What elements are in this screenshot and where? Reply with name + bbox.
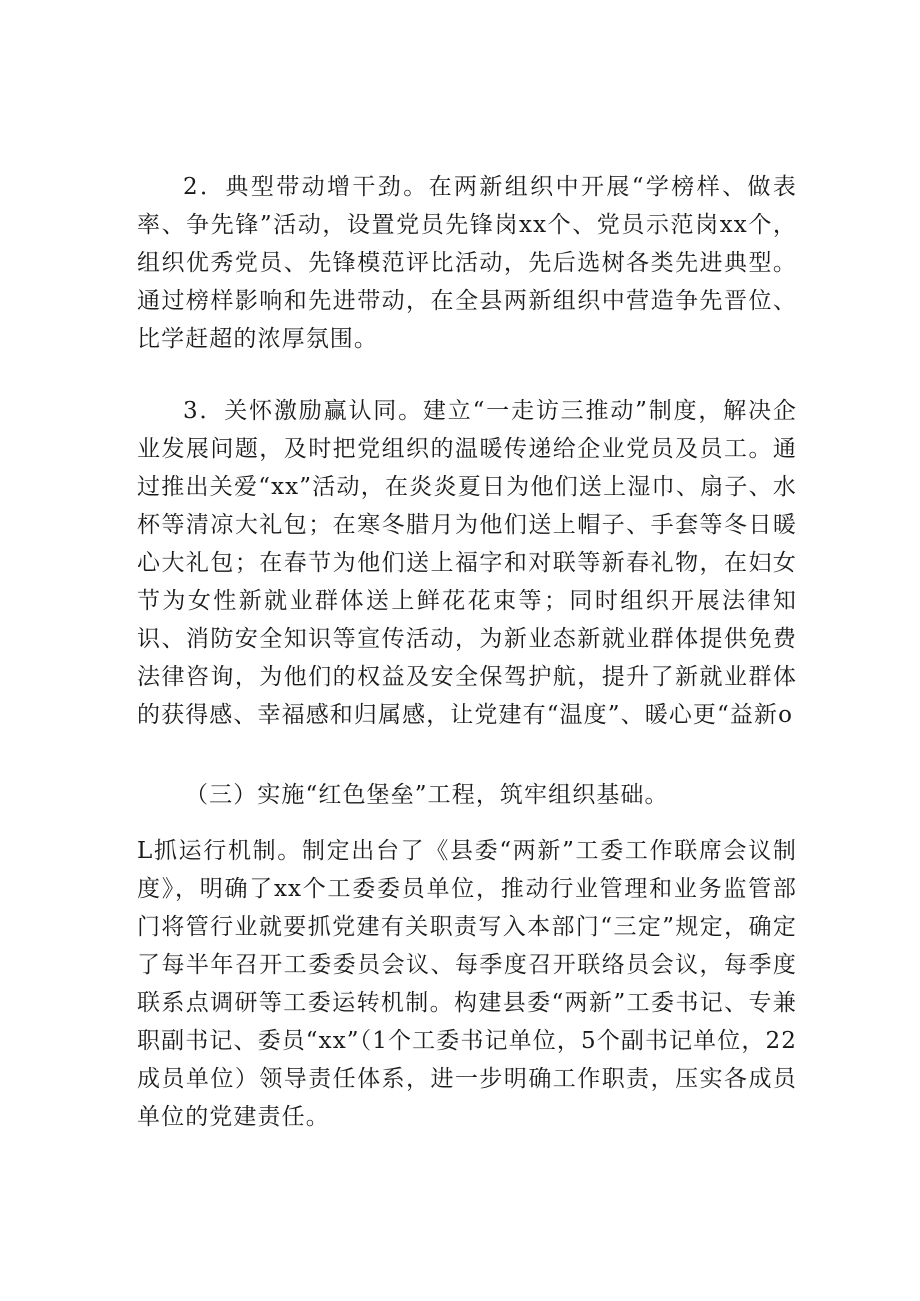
paragraph-text: 2．典型带动增干劲。在两新组织中开展“学榜样、做表率、争先锋”活动，设置党员先锋岗xx个、党员示范岗xx个，组织优秀党员、先锋模范评比活动，先后选树各类先进典型。通过榜样影响和先进带动，在全县两新组织中营造争先晋位、比学赶超的浓厚氛围。 [137, 174, 797, 352]
paragraph-care-incentive [137, 392, 797, 734]
paragraph-text: L抓运行机制。制定出台了《县委“两新”工委工作联席会议制度》，明确了xx个工委委员单位，推动行业管理和业务监管部门将管行业就要抓党建有关职责写入本部门“三定”规定，确定了每半年召开工委委员会议、每季度召开联络员会议，每季度联系点调研等工委运转机制。构建县委“两新”工委书记、专兼职副书记、委员“xx”（1个工委书记单位，5个副书记单位，22成员单位）领导责任体系，进一步明确工作职责，压实各成员单位的党建责任。 [137, 838, 797, 1130]
section-heading-text: （三）实施“红色堡垒”工程，筑牢组织基础。 [185, 782, 669, 808]
paragraph-operation-mechanism [137, 832, 797, 1136]
paragraph-text: 3．关怀激励赢认同。建立“一走访三推动”制度，解决企业发展问题，及时把党组织的温暖传递给企业党员及员工。通过推出关爱“xx”活动，在炎炎夏日为他们送上湿巾、扇子、水杯等清凉大礼包；在寒冬腊月为他们送上帽子、手套等冬日暖心大礼包；在春节为他们送上福字和对联等新春礼物，在妇女节为女性新就业群体送上鲜花花束等；同时组织开展法律知识、消防安全知识等宣传活动，为新业态新就业群体提供免费法律咨询，为他们的权益及安全保驾护航，提升了新就业群体的获得感、幸福感和归属感，让党建有“温度”、暖心更“益新o [137, 398, 797, 728]
paragraph-typical-leadership [137, 168, 797, 358]
section-heading-red-fortress [137, 776, 797, 814]
